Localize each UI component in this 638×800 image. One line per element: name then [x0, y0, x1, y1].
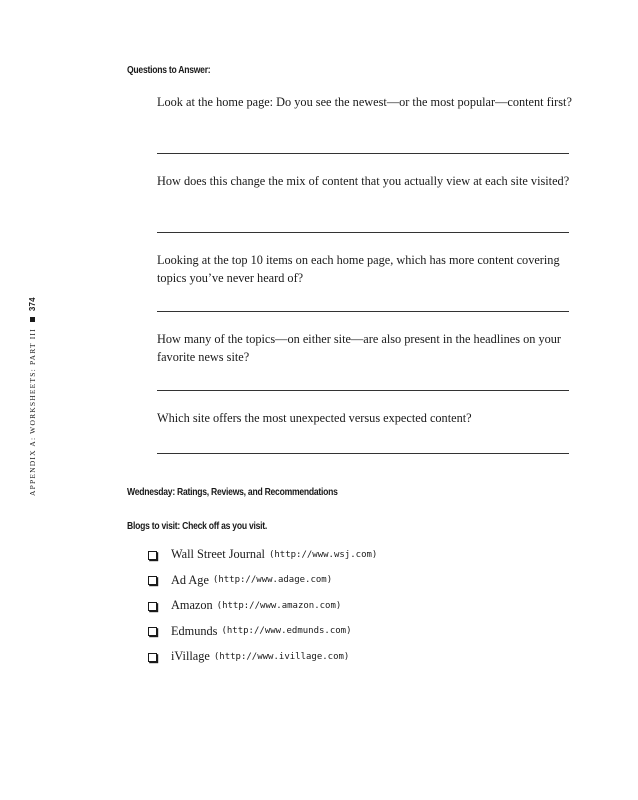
site-url: (http://www.ivillage.com) — [213, 651, 350, 662]
checklist-item — [148, 597, 377, 614]
site-url: (http://www.edmunds.com) — [221, 626, 352, 636]
site-name: Amazon — [171, 598, 213, 612]
answer-line-4[interactable] — [157, 390, 569, 391]
checkbox-icon[interactable] — [148, 576, 157, 585]
site-name: iVillage — [171, 649, 210, 663]
blog-checklist — [148, 546, 377, 674]
page-number: 374 — [28, 297, 37, 312]
answer-line-3[interactable] — [157, 311, 569, 312]
blogs-heading: Blogs to visit: Check off as you visit. — [127, 521, 267, 532]
questions-heading: Questions to Answer: — [127, 65, 211, 76]
site-name: Ad Age — [171, 572, 209, 587]
site-url: (http://www.wsj.com) — [268, 549, 378, 560]
site-name: Wall Street Journal — [171, 547, 265, 561]
running-head: APPENDIX A: WORKSHEETS: PART III — [28, 328, 37, 496]
checkbox-icon[interactable] — [148, 551, 157, 560]
checklist-item — [148, 623, 377, 640]
wednesday-heading: Wednesday: Ratings, Reviews, and Recommendations — [127, 487, 338, 498]
checkbox-icon[interactable] — [148, 602, 157, 611]
site-url: (http://www.adage.com) — [212, 575, 333, 585]
side-tab-inner — [28, 297, 37, 496]
site-name: Edmunds — [171, 623, 218, 638]
question-2: How does this change the mix of content that you actually view at each site visited? — [157, 174, 570, 188]
checklist-item — [148, 572, 377, 589]
checkbox-icon[interactable] — [148, 653, 157, 662]
square-bullet-icon — [30, 317, 35, 322]
side-tab — [24, 297, 48, 500]
answer-line-2[interactable] — [157, 232, 569, 233]
checkbox-icon[interactable] — [148, 627, 157, 636]
checklist-item — [148, 648, 377, 665]
question-5: Which site offers the most unexpected versus expected content? — [157, 411, 472, 425]
question-3: Looking at the top 10 items on each home page, which has more content covering topics you’ve never heard of? — [157, 253, 560, 285]
checklist-item — [148, 546, 377, 563]
question-1: Look at the home page: Do you see the newest—or the most popular—content first? — [157, 95, 572, 109]
site-url: (http://www.amazon.com) — [216, 600, 342, 611]
answer-line-5[interactable] — [157, 453, 569, 454]
question-4: How many of the topics—on either site—are also present in the headlines on your favorite news site? — [157, 332, 561, 364]
answer-line-1[interactable] — [157, 153, 569, 154]
